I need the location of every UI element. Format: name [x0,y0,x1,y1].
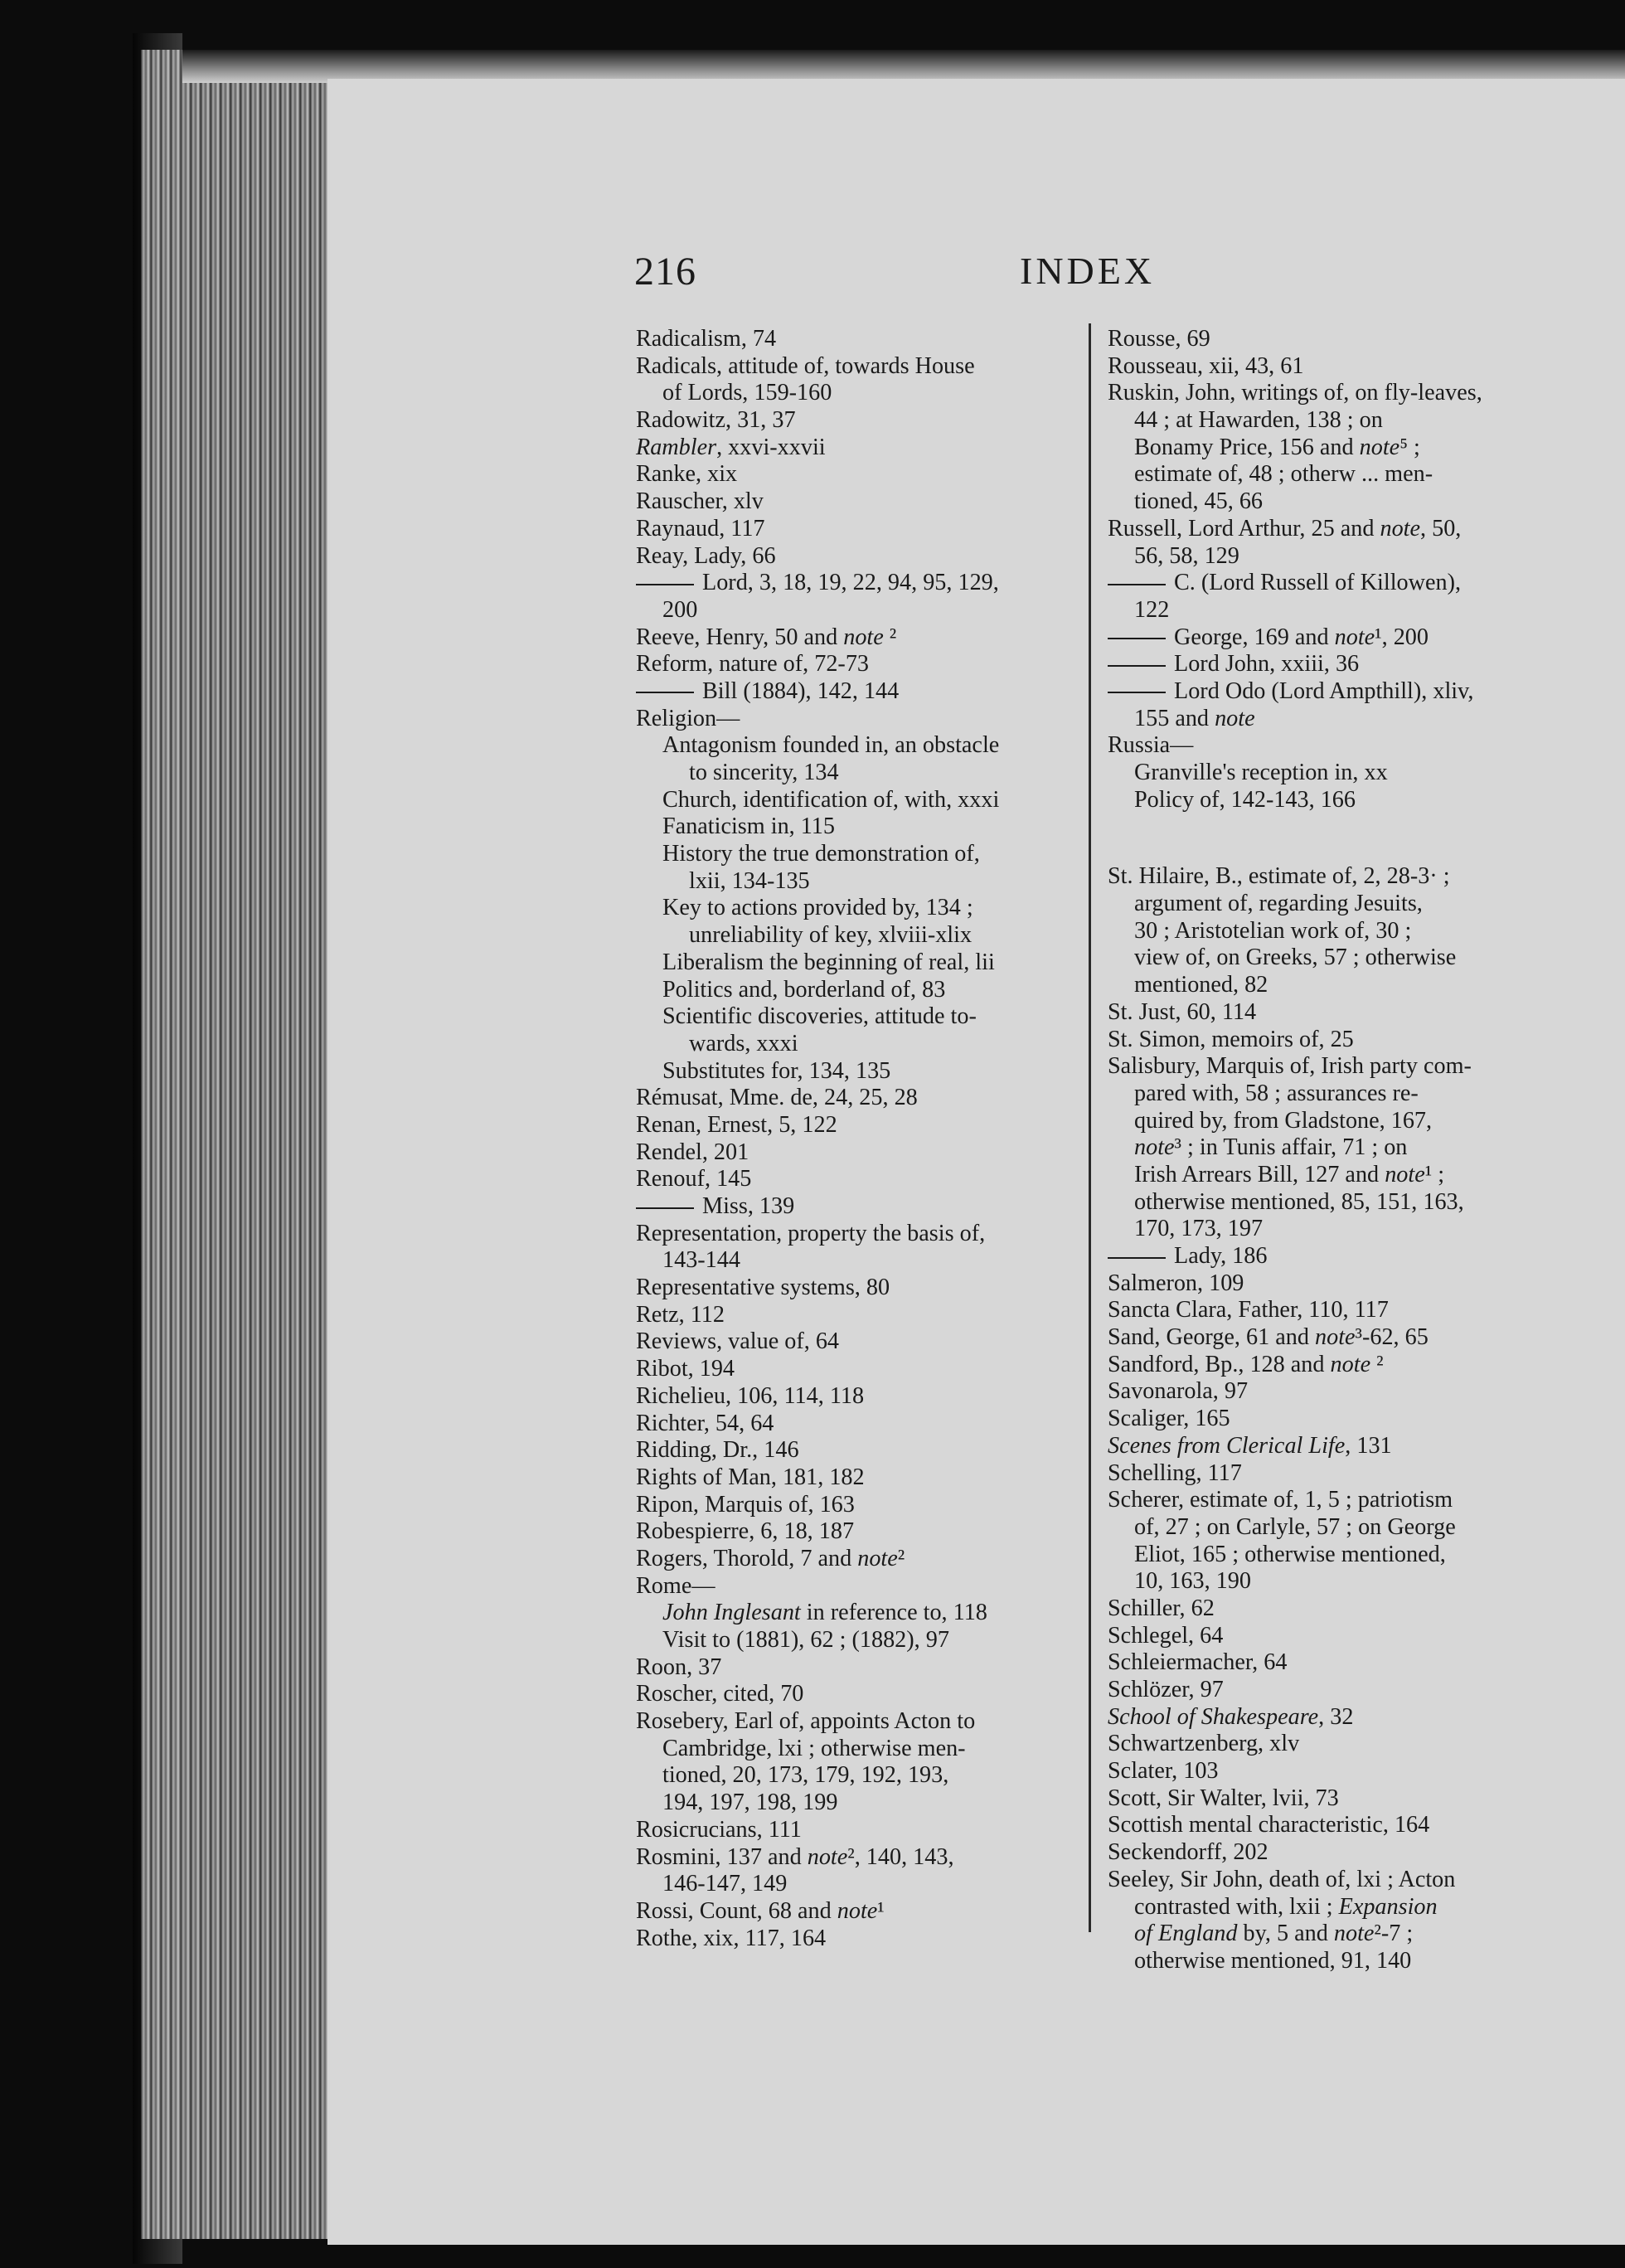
index-line [1108,1243,1543,1270]
index-text: School of Shakespeare [1108,1703,1319,1730]
running-head: INDEX [1020,250,1156,292]
index-line [636,1573,1071,1600]
index-line [1108,461,1543,488]
index-line [1108,1324,1543,1352]
index-text: ¹ [877,1897,885,1924]
index-line [636,1762,1071,1790]
index-text: History the true demonstration of, [662,841,980,867]
index-line [636,461,1071,488]
index-line [1108,999,1543,1027]
index-text: Ridding, Dr., 146 [636,1437,799,1464]
index-line [1108,624,1543,652]
index-text: Granville's reception in, xx [1134,760,1388,785]
index-text: otherwise mentioned, 85, 151, 163, [1134,1188,1464,1215]
index-text: Retz, 112 [636,1301,725,1328]
index-line [636,624,1071,652]
index-text: Russell, Lord Arthur, 25 and [1108,515,1380,542]
index-text: ² [897,1545,905,1571]
index-line [636,407,1071,435]
index-text: Substitutes for, 134, 135 [662,1057,891,1084]
index-text: Scenes from Clerical Life [1108,1432,1346,1459]
index-text: 56, 58, 129 [1134,542,1239,569]
index-line [636,868,1071,896]
index-text: of Lords, 159-160 [662,380,832,406]
index-line [636,1328,1071,1356]
index-line [1108,326,1543,353]
index-text: tioned, 45, 66 [1134,488,1264,515]
index-line [636,570,1071,597]
index-text: , 50, [1420,515,1462,542]
index-text: Rendel, 201 [636,1139,749,1165]
index-text: Ruskin, John, writings of, on fly-leaves, [1108,380,1482,406]
index-line [636,1166,1071,1193]
index-text: Irish Arrears Bill, 127 and [1134,1161,1385,1187]
index-text: ³-62, 65 [1355,1324,1429,1351]
repeat-dash [1108,692,1166,693]
index-line [636,1302,1071,1329]
index-line [1108,380,1543,407]
index-text: Sand, George, 61 and [1108,1324,1315,1351]
index-text: Rosebery, Earl of, appoints Acton to [636,1708,976,1735]
index-text: Rome— [636,1572,715,1599]
index-text: note [1215,705,1255,731]
index-line [1108,1162,1543,1189]
index-text: Reeve, Henry, 50 and [636,624,844,650]
index-line [1108,891,1543,918]
index-text: note [1380,515,1421,542]
index-line [636,488,1071,516]
index-line [636,1926,1071,1953]
index-text: ²-7 ; [1374,1921,1414,1947]
index-text: ² [883,624,897,650]
index-text: Rogers, Thorold, 7 and [636,1545,858,1571]
index-text: note [1333,1921,1375,1947]
index-line [636,1437,1071,1464]
index-text: wards, xxxi [689,1030,798,1056]
index-line [636,1464,1071,1492]
index-line [1108,1595,1543,1623]
index-text: St. Just, 60, 114 [1108,998,1257,1025]
index-text: Bill (1884), 142, 144 [702,677,900,704]
index-line [636,678,1071,706]
index-line [1108,1406,1543,1433]
index-text: Representation, property the basis of, [636,1220,986,1246]
index-line [1108,1812,1543,1839]
index-line [1108,516,1543,543]
index-text: John Inglesant [662,1600,801,1626]
index-line [1108,1542,1543,1569]
repeat-dash [636,584,694,585]
index-text: Antagonism founded in, an obstacle [662,732,1000,759]
index-text: Sancta Clara, Father, 110, 117 [1108,1297,1389,1323]
index-text: Lord, 3, 18, 19, 22, 94, 95, 129, [702,570,999,596]
index-line [1108,543,1543,571]
index-text: Reay, Lady, 66 [636,542,776,569]
index-text: otherwise mentioned, 91, 140 [1134,1947,1412,1974]
index-line [1108,1108,1543,1135]
index-text: Politics and, borderland of, 83 [662,976,946,1003]
index-text: Rousseau, xii, 43, 61 [1108,352,1304,379]
index-line [1108,1134,1543,1162]
index-line [1108,972,1543,999]
index-line [636,1708,1071,1736]
index-line [636,1817,1071,1844]
index-text: Rossi, Count, 68 and [636,1897,837,1924]
index-column-right [1108,326,1543,1975]
index-line [636,1600,1071,1627]
index-line [636,435,1071,462]
index-text: Lady, 186 [1174,1243,1268,1269]
index-line [636,895,1071,922]
index-line [636,1411,1071,1438]
index-line [1108,435,1543,462]
index-line [1108,353,1543,381]
index-text: Scaliger, 165 [1108,1406,1230,1432]
index-text: lxii, 134-135 [689,867,810,894]
index-text: Russia— [1108,732,1194,759]
page-header [634,249,1596,307]
index-text: Rauscher, xlv [636,488,764,515]
index-text: Seeley, Sir John, death of, lxi ; Acton [1108,1866,1456,1892]
index-text: note [1334,624,1375,650]
index-text: tioned, 20, 173, 179, 192, 193, [662,1762,949,1789]
index-text: 143-144 [662,1247,740,1274]
index-text: Radicals, attitude of, towards House [636,352,975,379]
repeat-dash [636,692,694,693]
index-text: note [807,1843,848,1870]
index-text: ², 140, 143, [847,1843,954,1870]
index-text: Bonamy Price, 156 and [1134,434,1360,460]
index-text: Roon, 37 [636,1654,722,1680]
index-column-left [636,326,1071,1952]
index-text: by, 5 and [1237,1921,1334,1947]
index-line [1108,1027,1543,1054]
index-line [636,760,1071,787]
index-text: Rémusat, Mme. de, 24, 25, 28 [636,1085,918,1111]
repeat-dash [636,1207,694,1209]
index-line [1108,1785,1543,1813]
index-line [1108,1189,1543,1217]
index-text: George, 169 and [1174,624,1335,650]
index-line [636,787,1071,814]
index-text: Sclater, 103 [1108,1758,1219,1785]
index-line [1108,678,1543,706]
index-text: to sincerity, 134 [689,760,839,785]
index-line [1108,1758,1543,1785]
index-line [1108,1460,1543,1488]
index-line [636,949,1071,977]
index-text: Rosicrucians, 111 [636,1816,802,1843]
index-text: Salisbury, Marquis of, Irish party com- [1108,1053,1472,1080]
index-text: 122 [1134,596,1170,623]
index-line [636,1654,1071,1682]
index-line [1108,1921,1543,1948]
index-text: Schelling, 117 [1108,1459,1242,1486]
index-text: note [843,624,884,650]
book-top-edge [182,50,1625,83]
index-text: Raynaud, 117 [636,515,765,542]
index-line [636,1139,1071,1167]
index-text: Richelieu, 106, 114, 118 [636,1382,865,1409]
index-text: of England [1134,1921,1238,1947]
index-line [1108,1053,1543,1081]
index-text: St. Hilaire, B., estimate of, 2, 28-3· ; [1108,863,1450,890]
index-text: Reform, nature of, 72-73 [636,651,870,677]
index-line [1108,706,1543,733]
repeat-dash [1108,638,1166,639]
index-line [636,841,1071,868]
index-text: ⁵ ; [1399,434,1420,460]
index-line [636,1546,1071,1573]
index-text: Schlözer, 97 [1108,1677,1224,1702]
index-text: Lord John, xxiii, 36 [1174,651,1360,677]
section-gap [1108,813,1543,863]
index-line [636,1275,1071,1302]
index-text: Rights of Man, 181, 182 [636,1464,865,1490]
index-text: ³ ; in Tunis affair, 71 ; on [1174,1134,1408,1161]
index-line [1108,407,1543,435]
index-text: Sandford, Bp., 128 and [1108,1351,1331,1377]
index-line [1108,1649,1543,1677]
repeat-dash [1108,665,1166,667]
index-line [1108,1297,1543,1324]
index-line [1108,1894,1543,1921]
index-text: Ranke, xix [636,461,738,488]
index-line [636,1221,1071,1248]
index-text: Ribot, 194 [636,1356,735,1382]
index-text: estimate of, 48 ; otherw ... men- [1134,461,1433,488]
index-text: 200 [662,596,698,623]
index-text: unreliability of key, xlviii-xlix [689,922,973,949]
index-text: Religion— [636,705,740,731]
index-line [1108,1081,1543,1108]
index-text: 146-147, 149 [662,1871,788,1897]
index-line [636,543,1071,571]
index-line [636,1871,1071,1898]
column-divider [1089,323,1091,1932]
index-text: 170, 173, 197 [1134,1216,1264,1242]
index-line [636,1492,1071,1519]
index-text: contrasted with, lxii ; [1134,1893,1339,1920]
index-line [1108,1623,1543,1650]
index-text: mentioned, 82 [1134,972,1268,998]
index-text: Schlegel, 64 [1108,1622,1224,1649]
index-text: Key to actions provided by, 134 ; [662,895,973,921]
index-line [1108,651,1543,678]
index-text: , xxvi-xxvii [716,434,826,460]
index-text: Salmeron, 109 [1108,1270,1244,1296]
index-line [1108,1568,1543,1595]
index-text: note [1359,434,1400,460]
index-text: Miss, 139 [702,1193,795,1219]
index-line [636,813,1071,841]
index-line [636,1085,1071,1112]
index-text: argument of, regarding Jesuits, [1134,891,1423,917]
index-line [1108,1677,1543,1704]
index-line [636,732,1071,760]
index-text: Radicalism, 74 [636,326,777,352]
index-text: Ripon, Marquis of, 163 [636,1491,855,1518]
index-line [636,1518,1071,1546]
index-text: Renouf, 145 [636,1166,752,1192]
index-text: Policy of, 142-143, 166 [1134,786,1356,813]
index-line [636,1003,1071,1031]
index-line [636,1844,1071,1872]
index-text: Renan, Ernest, 5, 122 [636,1111,837,1138]
index-line [1108,787,1543,814]
index-text: Schiller, 62 [1108,1595,1215,1621]
index-line [1108,1867,1543,1894]
index-text: Fanaticism in, 115 [662,813,835,840]
index-text: Rothe, xix, 117, 164 [636,1925,827,1951]
index-text: quired by, from Gladstone, 167, [1134,1107,1433,1134]
index-text: ¹, 200 [1375,624,1429,650]
index-line [1108,760,1543,787]
index-line [636,1898,1071,1926]
index-text: Representative systems, 80 [636,1275,890,1301]
index-text: , 32 [1318,1703,1354,1730]
index-text: Liberalism the beginning of real, lii [662,949,995,975]
index-text: note [837,1897,878,1924]
page-number: 216 [634,250,696,294]
index-text: Rosmini, 137 and [636,1843,808,1870]
index-line [1108,1216,1543,1243]
index-text: Schwartzenberg, xlv [1108,1731,1300,1757]
index-text: Expansion [1338,1893,1438,1920]
index-line [1108,1487,1543,1514]
index-line [636,1627,1071,1654]
index-text: , 131 [1345,1432,1392,1459]
index-line [636,597,1071,624]
index-line [636,516,1071,543]
index-line [636,1736,1071,1763]
index-text: note [1134,1134,1175,1161]
index-text: note [1330,1351,1371,1377]
index-text: Cambridge, lxi ; otherwise men- [662,1735,966,1761]
index-text: pared with, 58 ; assurances re- [1134,1080,1419,1106]
index-line [1108,1731,1543,1758]
index-line [1108,1704,1543,1731]
index-line [636,326,1071,353]
index-text: 10, 163, 190 [1134,1568,1251,1595]
index-line [636,1031,1071,1058]
index-line [1108,1839,1543,1867]
index-text: St. Simon, memoirs of, 25 [1108,1026,1354,1052]
index-line [1108,1948,1543,1975]
index-line [636,1790,1071,1817]
index-text: 155 and [1134,705,1215,731]
index-text: Roscher, cited, 70 [636,1681,804,1707]
index-line [1108,1433,1543,1460]
index-line [1108,863,1543,891]
index-text: note [1385,1161,1425,1187]
index-text: Robespierre, 6, 18, 187 [636,1518,855,1545]
index-text: Scott, Sir Walter, lvii, 73 [1108,1785,1339,1811]
index-line [1108,1352,1543,1379]
index-text: note [857,1545,898,1571]
index-line [636,353,1071,381]
repeat-dash [1108,584,1166,585]
index-line [636,1247,1071,1275]
index-line [636,1681,1071,1708]
index-text: Visit to (1881), 62 ; (1882), 97 [662,1627,949,1653]
index-text: Radowitz, 31, 37 [636,407,796,434]
index-line [636,380,1071,407]
index-text: Richter, 54, 64 [636,1410,774,1436]
index-line [1108,1514,1543,1542]
index-text: 194, 197, 198, 199 [662,1790,838,1816]
index-text: Rousse, 69 [1108,326,1210,352]
index-line [1108,918,1543,945]
index-line [636,1058,1071,1085]
index-line [1108,1270,1543,1298]
index-text: of, 27 ; on Carlyle, 57 ; on George [1134,1513,1456,1540]
index-text: in reference to, 118 [800,1600,987,1626]
index-text: C. (Lord Russell of Killowen), [1174,570,1462,596]
index-text: Reviews, value of, 64 [636,1328,840,1355]
index-text: Eliot, 165 ; otherwise mentioned, [1134,1541,1446,1567]
index-line [636,651,1071,678]
index-text: Church, identification of, with, xxxi [662,786,1000,813]
index-text: 30 ; Aristotelian work of, 30 ; [1134,917,1412,944]
index-line [636,1193,1071,1221]
index-text: Savonarola, 97 [1108,1378,1249,1405]
index-line [1108,597,1543,624]
index-text: Schleiermacher, 64 [1108,1649,1288,1676]
index-line [1108,488,1543,516]
index-text: Scientific discoveries, attitude to- [662,1003,977,1030]
repeat-dash [1108,1257,1166,1259]
index-line [1108,732,1543,760]
index-line [1108,1378,1543,1406]
index-text: Rambler [636,434,717,460]
index-text: Scottish mental characteristic, 164 [1108,1812,1430,1838]
index-text: note [1315,1324,1356,1351]
book-page-edges [141,50,332,2239]
index-text: view of, on Greeks, 57 ; otherwise [1134,945,1457,971]
index-line [636,922,1071,949]
index-line [636,1356,1071,1383]
index-text: 44 ; at Hawarden, 138 ; on [1134,407,1383,434]
index-text: Scherer, estimate of, 1, 5 ; patriotism [1108,1487,1453,1513]
index-line [636,1383,1071,1411]
index-line [1108,945,1543,972]
index-text: ² [1370,1351,1384,1377]
index-text: Lord Odo (Lord Ampthill), xliv, [1174,677,1474,704]
index-text: Seckendorff, 202 [1108,1839,1268,1866]
index-line [636,977,1071,1004]
index-text: ¹ ; [1424,1161,1445,1187]
index-line [636,1112,1071,1139]
index-line [1108,570,1543,597]
index-line [636,706,1071,733]
